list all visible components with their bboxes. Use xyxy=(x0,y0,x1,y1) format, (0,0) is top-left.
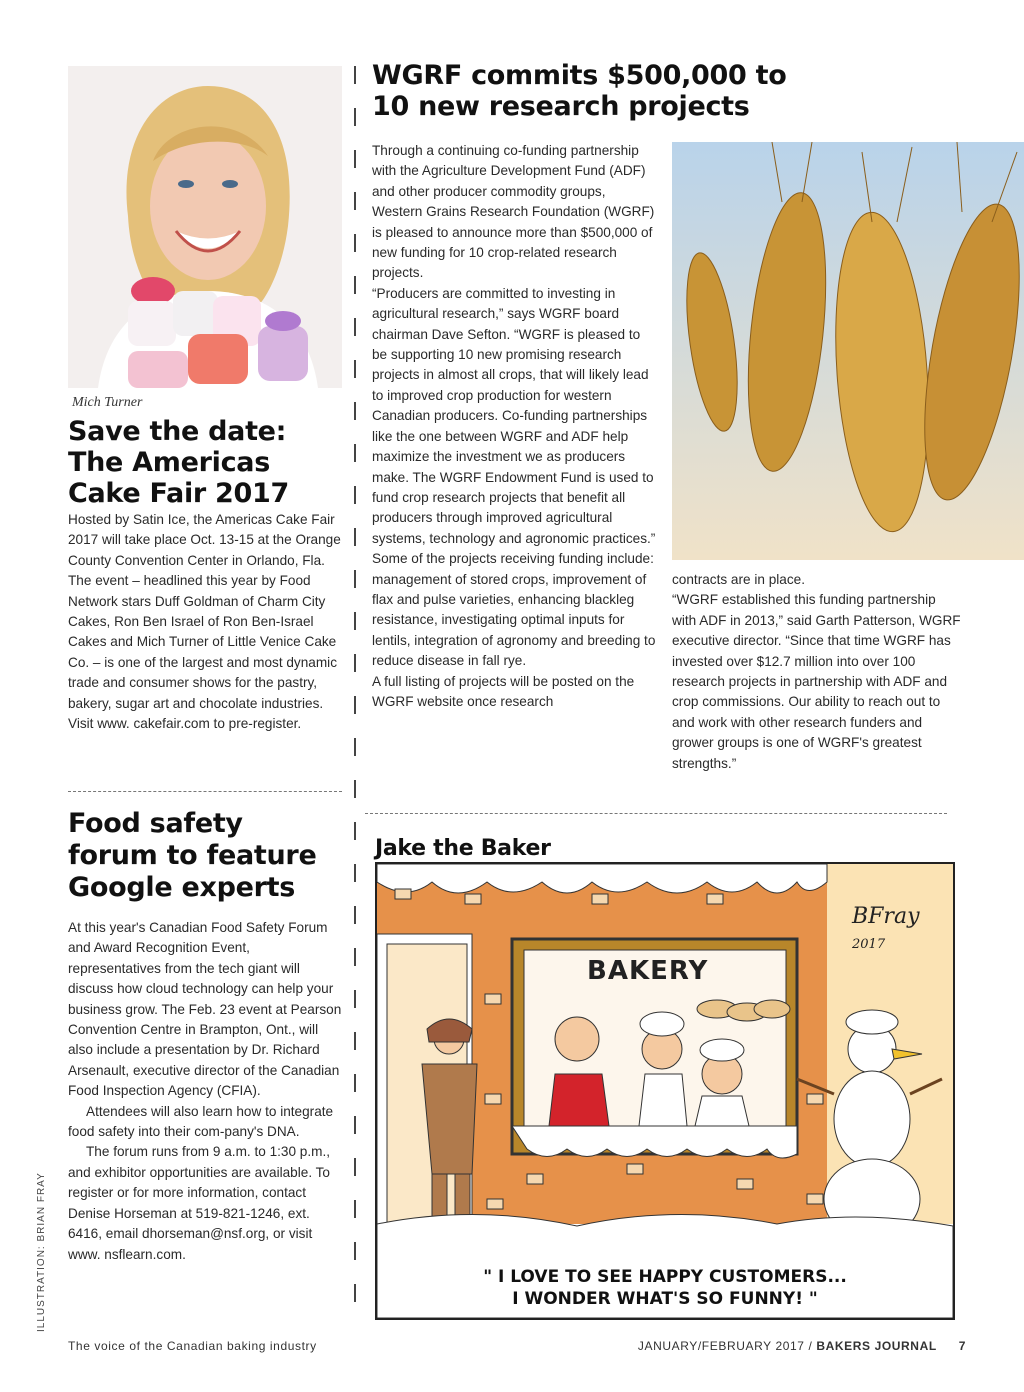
footer-tagline: The voice of the Canadian baking industry xyxy=(68,1339,317,1353)
illustration-credit: ILLUSTRATION: BRIAN FRAY xyxy=(36,1172,47,1332)
wgrf-column-2: contracts are in place. “WGRF established this funding partnership with ADF in 2013,” said Garth Patterson, WGRF executive director. “Since that time WGRF has invested over $12.7 million into over 100 research projects in partnership with ADF and crop commissions. Our ability to reach out to and work with other research funders and grower groups is one of WGRF's greatest strengths.” xyxy=(672,572,961,771)
cake-fair-headline: Save the date: The Americas Cake Fair 2017 xyxy=(68,416,289,509)
wgrf-column-1: Through a continuing co-funding partnership with the Agriculture Development Fund (ADF) and other producer commodity groups, Western Grains Research Foundation (WGRF) is pleased to announce more than $500,000 of new funding for 10 crop-related research projects. “Producers are committed to investing in agricultural research,” says WGRF board chairman Dave Sefton. “WGRF is pleased to be supporting 10 new promising research projects in almost all crops, that will likely lead to improved crop production for western Canadian producers. Co-funding partnerships like the one between WGRF and ADF help maximize the investment we as producers make. The WGRF Endowment Fund is used to fund crop research projects that benefit all producers through improved agricultural systems, technology and agronomic practices.” Some of the projects receiving funding include: management of stored crops, improvement of flax and pulse varieties, enhancing blackleg resistance, investigating optimal inputs for lentils, integration of agronomy and breeding to reduce disease in fall rye. A full listing of projects will be posted on the WGRF website once research xyxy=(372,143,656,709)
artist-signature xyxy=(852,904,953,954)
section-divider-right xyxy=(365,813,947,814)
food-safety-headline: Food safety forum to feature Google experts xyxy=(68,808,317,903)
footer-issue-info xyxy=(638,1339,966,1353)
footer-magazine: BAKERS JOURNAL xyxy=(816,1339,937,1353)
footer-page-number: 7 xyxy=(958,1339,966,1353)
food-safety-article xyxy=(68,918,346,1265)
speech-line-2: I WONDER WHAT'S SO FUNNY! " xyxy=(512,1289,818,1309)
speech-line-1: " I LOVE TO SEE HAPPY CUSTOMERS... xyxy=(483,1267,847,1287)
footer-issue: JANUARY/FEBRUARY 2017 / xyxy=(637,1339,813,1353)
wheat-photo xyxy=(672,142,1024,560)
bakery-sign: BAKERY xyxy=(587,956,709,986)
cartoon-speech xyxy=(377,1266,953,1310)
column-divider xyxy=(354,66,356,1326)
food-safety-para-3: The forum runs from 9 a.m. to 1:30 p.m., and exhibitor opportunities are available. To register or for more information, contact Denise Horseman at 519-821-1246, ext. 6416, email dhorseman@nsf.org, or visit www. nsflearn.com. xyxy=(68,1144,331,1262)
food-safety-para-2: Attendees will also learn how to integrate food safety into their com-pany's DNA. xyxy=(68,1103,334,1140)
photo-caption: Mich Turner xyxy=(72,395,143,410)
wgrf-headline: WGRF commits $500,000 to 10 new research projects xyxy=(372,60,787,122)
cake-fair-body: Hosted by Satin Ice, the Americas Cake Fair 2017 will take place Oct. 13-15 at the Orange County Convention Center in Orlando, Fla. The event – headlined this year by Food Network stars Duff Goldman of Charm City Cakes, Ron Ben Israel of Ron Ben-Israel Cakes and Mich Turner of Little Venice Cake Co. – is one of the largest and most dynamic trade and consumer shows for the pastry, bakery, sugar art and chocolate industries. Visit www. cakefair.com to pre-register. xyxy=(68,512,341,732)
food-safety-para-1: At this year's Canadian Food Safety Forum and Award Recognition Event, representatives from the tech giant will discuss how cloud technology can help your business grow. The Feb. 23 event at Pearson Convention Centre in Brampton, Ont., will also include a presentation by Dr. Richard Arsenault, executive director of the Canadian Food Inspection Agency (CFIA). xyxy=(68,920,342,1099)
section-divider-left xyxy=(68,791,342,792)
signature-text: BFray xyxy=(852,904,920,929)
mich-turner-photo xyxy=(68,66,342,388)
cartoon-panel xyxy=(375,862,955,1320)
cartoon-title: Jake the Baker xyxy=(375,836,551,861)
signature-year: 2017 xyxy=(852,937,886,952)
